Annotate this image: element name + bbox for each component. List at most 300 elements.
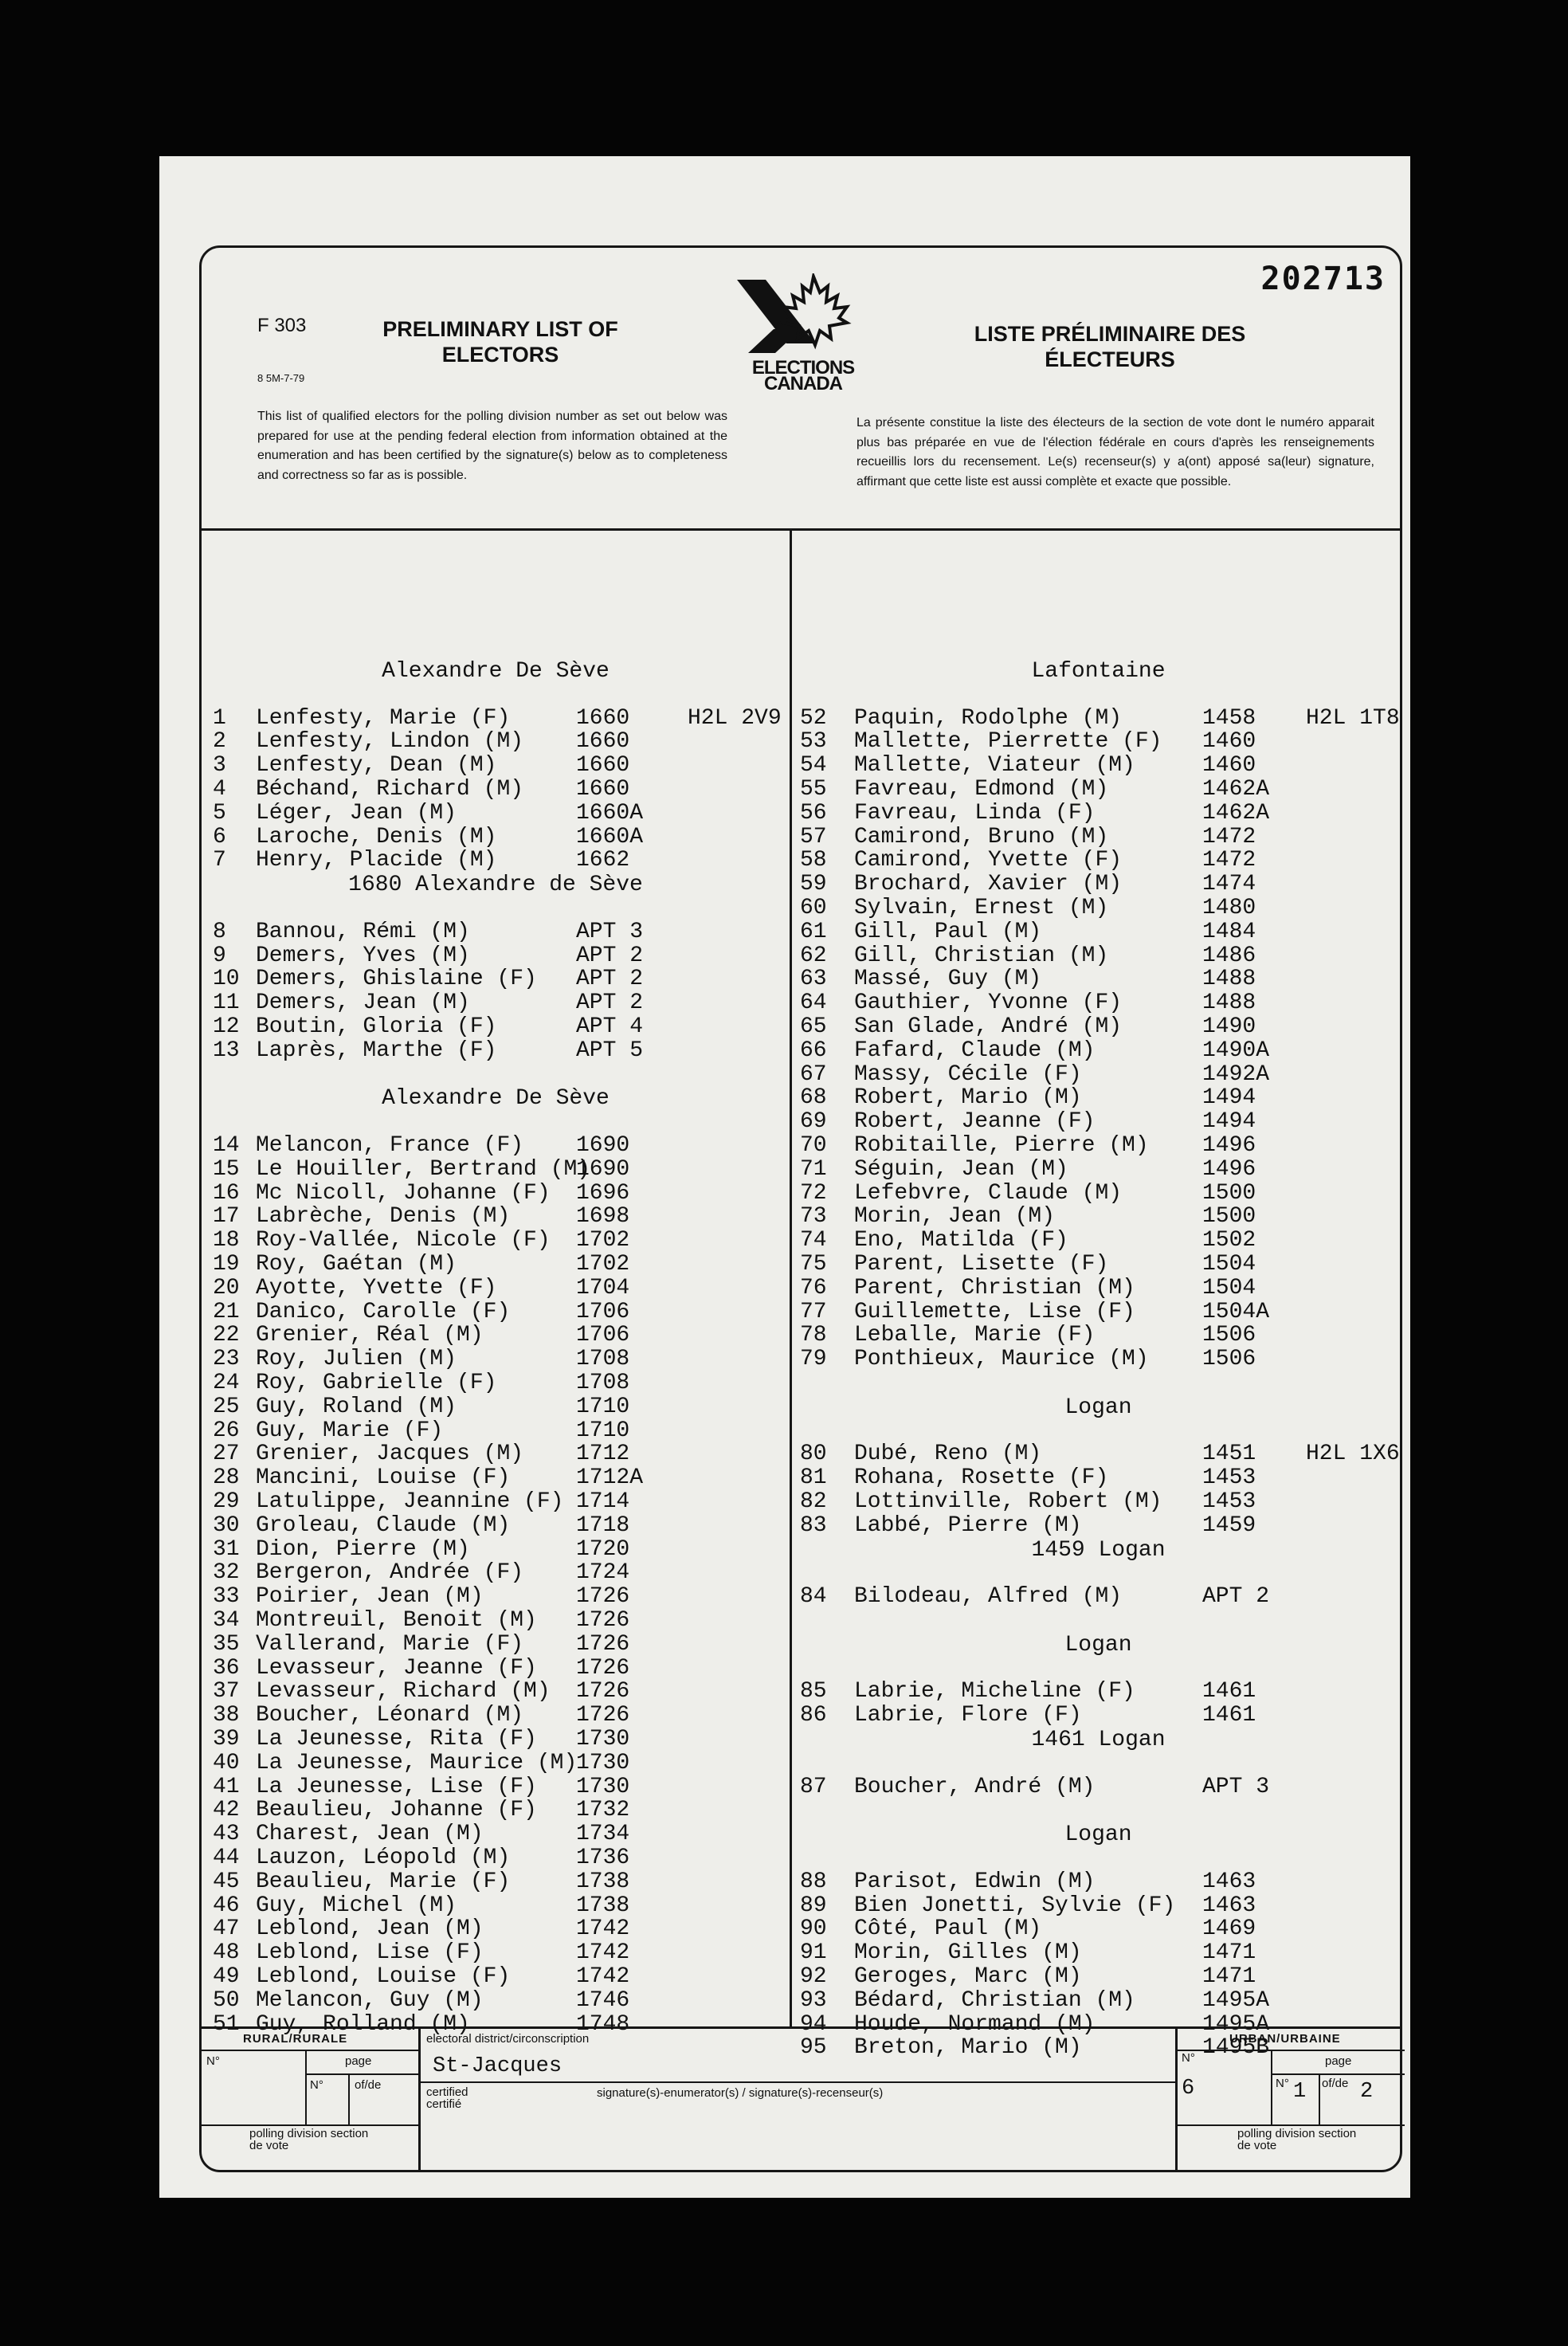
elector-name: Lauzon, Léopold (M): [256, 1846, 511, 1870]
elector-address: 1504: [1202, 1275, 1256, 1300]
elector-name: Poirier, Jean (M): [256, 1584, 484, 1610]
elector-address: 1492A: [1202, 1061, 1270, 1087]
elector-number: 28: [213, 1465, 240, 1491]
elector-number: 4: [213, 777, 226, 802]
elector-address: 1463: [1202, 1893, 1256, 1918]
elector-address: 1502: [1202, 1228, 1256, 1253]
elector-address: 1708: [576, 1371, 630, 1395]
elector-address: 1738: [576, 1869, 630, 1894]
street-heading: Alexandre De Sève: [382, 1086, 610, 1112]
elector-address: 1500: [1202, 1180, 1256, 1206]
elector-row: [202, 1015, 790, 1039]
form-footer: [202, 2026, 1400, 2170]
elector-address: 1662: [576, 848, 630, 873]
elector-row: [202, 1039, 790, 1063]
elector-number: 94: [800, 2011, 827, 2037]
elector-name: Latulippe, Jeannine (F): [256, 1489, 564, 1514]
street-heading: 1461 Logan: [1031, 1728, 1166, 1752]
elector-address: 1702: [576, 1228, 630, 1253]
elector-address: 1742: [576, 1964, 630, 1989]
elector-address: 1488: [1202, 991, 1256, 1016]
elector-address: APT 2: [576, 991, 644, 1016]
elector-row: [202, 1870, 790, 1894]
elector-number: 53: [800, 729, 827, 755]
elector-row: [202, 730, 790, 754]
elector-name: Mallette, Pierrette (F): [854, 729, 1162, 755]
elector-address: 1730: [576, 1727, 630, 1752]
elector-name: Ayotte, Yvette (F): [256, 1275, 497, 1300]
elector-name: Gauthier, Yvonne (F): [854, 991, 1123, 1016]
elector-row: [202, 1229, 790, 1253]
elector-number: 47: [213, 1916, 240, 1942]
district-label: electoral district/circonscription: [426, 2032, 590, 2046]
elector-number: 68: [800, 1085, 827, 1111]
elector-name: Roy, Gabrielle (F): [256, 1371, 497, 1395]
elector-address: 1451: [1202, 1442, 1256, 1467]
intro-text-english: This list of qualified electors for the polling division number as set out below was prepared for use at the pending federal election from information obtained at the enumeration and has been certified by the signature(s) below as to completeness and correctness so far as is possible.: [257, 410, 727, 482]
elector-number: 85: [800, 1679, 827, 1705]
elector-row: [792, 1324, 1405, 1348]
elector-row: [202, 920, 790, 944]
certified-label: certified certifié: [426, 2085, 468, 2111]
document-sheet: [159, 156, 1410, 2198]
elector-name: Lenfesty, Dean (M): [256, 753, 497, 779]
elector-number: 33: [213, 1584, 240, 1610]
elector-address: 1495A: [1202, 1987, 1270, 2013]
street-heading: Logan: [1064, 1822, 1132, 1848]
elector-row: [792, 730, 1405, 754]
elector-row: [202, 1917, 790, 1941]
elector-row: [792, 967, 1405, 991]
rural-no-label: N°: [206, 2054, 220, 2068]
elector-number: 6: [213, 824, 226, 849]
elector-address: 1732: [576, 1798, 630, 1823]
elector-number: 7: [213, 848, 226, 873]
elector-name: Lenfesty, Marie (F): [256, 705, 511, 731]
elector-name: Guillemette, Lise (F): [854, 1299, 1135, 1324]
elector-row: [202, 1371, 790, 1395]
elector-row: [202, 1442, 790, 1466]
elector-name: Guy, Michel (M): [256, 1893, 457, 1918]
elector-name: Leblond, Jean (M): [256, 1916, 484, 1942]
elector-number: 79: [800, 1347, 827, 1372]
elector-number: 69: [800, 1109, 827, 1135]
elector-row: [202, 967, 790, 991]
elector-number: 80: [800, 1442, 827, 1467]
elector-number: 82: [800, 1489, 827, 1514]
elector-number: 72: [800, 1180, 827, 1206]
elector-row: [792, 1015, 1405, 1039]
urban-of-label: of/de: [1322, 2077, 1349, 2090]
elector-name: Danico, Carolle (F): [256, 1299, 511, 1324]
elector-number: 40: [213, 1750, 240, 1775]
elector-name: Charest, Jean (M): [256, 1822, 484, 1847]
elector-name: Favreau, Linda (F): [854, 800, 1096, 826]
form-code: F 303: [257, 315, 307, 336]
elector-number: 93: [800, 1987, 827, 2013]
elector-name: Morin, Jean (M): [854, 1204, 1056, 1230]
elector-number: 86: [800, 1703, 827, 1728]
elector-name: Ponthieux, Maurice (M): [854, 1347, 1149, 1372]
elector-name: Levasseur, Richard (M): [256, 1679, 551, 1705]
elector-address: 1506: [1202, 1323, 1256, 1348]
elector-name: Grenier, Réal (M): [256, 1323, 484, 1348]
postal-code: H2L 2V9: [688, 705, 782, 731]
elector-name: Gill, Paul (M): [854, 919, 1042, 944]
elector-row: [202, 1585, 790, 1609]
elector-row: [792, 1466, 1405, 1490]
elector-number: 39: [213, 1727, 240, 1752]
elector-number: 95: [800, 2035, 827, 2061]
elector-address: 1660A: [576, 800, 644, 826]
elector-row: [792, 1941, 1405, 1965]
elector-row: [792, 920, 1405, 944]
elector-address: APT 2: [1202, 1584, 1270, 1610]
elector-address: 1504: [1202, 1252, 1256, 1277]
elector-address: 1494: [1202, 1085, 1256, 1111]
rural-page-no-label: N°: [310, 2078, 323, 2092]
elector-address: 1704: [576, 1275, 630, 1300]
elector-number: 16: [213, 1180, 240, 1206]
elector-name: Favreau, Edmond (M): [854, 777, 1109, 802]
elector-name: Dubé, Reno (M): [854, 1442, 1042, 1467]
elector-address: 1496: [1202, 1133, 1256, 1158]
elector-name: Béchand, Richard (M): [256, 777, 524, 802]
elector-number: 3: [213, 753, 226, 779]
elector-address: 1696: [576, 1180, 630, 1206]
elector-name: Roy, Gaétan (M): [256, 1252, 457, 1277]
elector-name: Massé, Guy (M): [854, 967, 1042, 992]
intro-text-french: La présente constitue la liste des électeurs de la section de vote dont le numéro apparait plus bas préparée en vue de l'élection fédérale en cours d'après les renseignements recueillis lors du recensement. Le(s) recenseur(s) y a(ont) apposé sa(leur) signature, affirmant que cette liste est aussi complète et exacte que possible.: [857, 416, 1374, 488]
elector-row: [202, 991, 790, 1015]
elector-name: Boutin, Gloria (F): [256, 1014, 497, 1039]
elector-address: 1474: [1202, 872, 1256, 897]
elector-row: [792, 1277, 1405, 1300]
elector-name: Grenier, Jacques (M): [256, 1442, 524, 1467]
elector-name: Boucher, André (M): [854, 1774, 1096, 1799]
elector-address: 1726: [576, 1631, 630, 1657]
elector-name: Parisot, Edwin (M): [854, 1869, 1096, 1894]
elector-number: 84: [800, 1584, 827, 1610]
elector-row: [202, 1300, 790, 1324]
elector-row: [202, 707, 790, 731]
elector-number: 66: [800, 1038, 827, 1063]
elector-row: [202, 1704, 790, 1728]
elector-address: 1702: [576, 1252, 630, 1277]
elector-row: [792, 991, 1405, 1015]
elector-number: 29: [213, 1489, 240, 1514]
elector-number: 10: [213, 967, 240, 992]
elector-row: [792, 1775, 1405, 1799]
elector-number: 78: [800, 1323, 827, 1348]
elector-address: 1495A: [1202, 2011, 1270, 2037]
elector-address: 1726: [576, 1584, 630, 1610]
urban-polling-division-label: polling division section de vote: [1237, 2127, 1357, 2152]
elector-name: Demers, Jean (M): [256, 991, 470, 1016]
elector-number: 23: [213, 1347, 240, 1372]
elector-row: [202, 1728, 790, 1752]
elector-row: [792, 1514, 1405, 1538]
elector-number: 1: [213, 705, 226, 731]
elector-number: 36: [213, 1655, 240, 1681]
elector-row: [792, 849, 1405, 873]
elector-row: [792, 1063, 1405, 1087]
elector-name: Vallerand, Marie (F): [256, 1631, 524, 1657]
elector-row: [202, 1941, 790, 1965]
elector-address: 1706: [576, 1299, 630, 1324]
elector-row: [202, 1514, 790, 1538]
postal-code: H2L 1T8: [1306, 705, 1400, 731]
elector-address: 1748: [576, 2011, 630, 2037]
urban-no-label: N°: [1182, 2051, 1195, 2065]
elector-name: Bilodeau, Alfred (M): [854, 1584, 1123, 1610]
elector-number: 73: [800, 1204, 827, 1230]
elector-address: 1730: [576, 1750, 630, 1775]
elector-address: 1461: [1202, 1679, 1256, 1705]
elector-name: Bien Jonetti, Sylvie (F): [854, 1893, 1176, 1918]
elector-address: 1496: [1202, 1156, 1256, 1182]
elector-address: 1488: [1202, 967, 1256, 992]
elector-address: 1712A: [576, 1465, 644, 1491]
elector-number: 64: [800, 991, 827, 1016]
elector-row: [202, 1205, 790, 1229]
urban-of-value: 2: [1360, 2080, 1374, 2104]
elector-address: 1460: [1202, 729, 1256, 755]
elector-row: [792, 1300, 1405, 1324]
elector-number: 62: [800, 943, 827, 968]
elector-number: 48: [213, 1940, 240, 1966]
elector-address: 1459: [1202, 1512, 1256, 1538]
elector-address: 1710: [576, 1418, 630, 1443]
elector-address: 1495B: [1202, 2035, 1270, 2061]
elector-row: [202, 1395, 790, 1419]
district-value: St-Jacques: [433, 2054, 563, 2078]
elector-name: Robert, Jeanne (F): [854, 1109, 1096, 1135]
rural-of-label: of/de: [355, 2078, 382, 2092]
elector-name: San Glade, André (M): [854, 1014, 1123, 1039]
elector-number: 60: [800, 896, 827, 920]
elector-name: Robert, Mario (M): [854, 1085, 1082, 1111]
elector-address: 1486: [1202, 943, 1256, 968]
elector-row: [202, 1680, 790, 1704]
elector-name: Labrie, Flore (F): [854, 1703, 1082, 1728]
elector-row: [202, 1419, 790, 1443]
elector-row: [202, 1277, 790, 1300]
elector-address: 1660: [576, 705, 630, 731]
elector-address: 1660A: [576, 824, 644, 849]
elector-number: 17: [213, 1204, 240, 1230]
elector-address: 1490: [1202, 1014, 1256, 1039]
elector-name: Levasseur, Jeanne (F): [256, 1655, 537, 1681]
elector-address: 1453: [1202, 1465, 1256, 1491]
elector-row: [792, 1182, 1405, 1206]
elector-number: 67: [800, 1061, 827, 1087]
elector-address: 1472: [1202, 848, 1256, 873]
elector-row: [202, 826, 790, 849]
elector-address: APT 2: [576, 967, 644, 992]
elector-number: 74: [800, 1228, 827, 1253]
elector-number: 12: [213, 1014, 240, 1039]
elector-address: 1724: [576, 1560, 630, 1586]
elector-number: 77: [800, 1299, 827, 1324]
elector-row: [202, 1657, 790, 1681]
elector-name: Leblond, Louise (F): [256, 1964, 511, 1989]
elector-address: 1726: [576, 1608, 630, 1633]
elector-address: 1726: [576, 1703, 630, 1728]
elector-address: 1710: [576, 1394, 630, 1419]
elector-row: [202, 944, 790, 968]
elector-address: 1714: [576, 1489, 630, 1514]
elector-number: 35: [213, 1631, 240, 1657]
elector-number: 34: [213, 1608, 240, 1633]
elector-number: 24: [213, 1371, 240, 1395]
elector-number: 21: [213, 1299, 240, 1324]
elector-row: [202, 1538, 790, 1562]
elector-address: 1462A: [1202, 777, 1270, 802]
elector-row: [792, 1253, 1405, 1277]
elector-number: 89: [800, 1893, 827, 1918]
elector-row: [792, 1680, 1405, 1704]
elector-address: 1660: [576, 777, 630, 802]
elector-name: Lottinville, Robert (M): [854, 1489, 1162, 1514]
elector-name: Camirond, Yvette (F): [854, 848, 1123, 873]
rural-page-label: page: [345, 2054, 372, 2068]
elector-row: [202, 1134, 790, 1158]
elector-row: [202, 1989, 790, 2013]
elector-row: [792, 802, 1405, 826]
urban-label: URBAN/URBAINE: [1229, 2032, 1341, 2046]
elector-address: 1460: [1202, 753, 1256, 779]
elector-row: [792, 1205, 1405, 1229]
elector-address: 1660: [576, 729, 630, 755]
elector-number: 46: [213, 1893, 240, 1918]
elector-name: Demers, Yves (M): [256, 943, 470, 968]
elector-name: Demers, Ghislaine (F): [256, 967, 537, 992]
elector-address: 1461: [1202, 1703, 1256, 1728]
urban-no-value: 6: [1182, 2077, 1195, 2101]
elector-name: Labbé, Pierre (M): [854, 1512, 1082, 1538]
elector-row: [792, 1870, 1405, 1894]
elector-row: [792, 1989, 1405, 2013]
elections-canada-logo: [727, 273, 879, 393]
elector-address: 1500: [1202, 1204, 1256, 1230]
elector-address: 1453: [1202, 1489, 1256, 1514]
elector-address: 1734: [576, 1822, 630, 1847]
elector-row: [792, 1110, 1405, 1134]
elector-row: [202, 1752, 790, 1775]
elector-row: [792, 1229, 1405, 1253]
elector-row: [792, 1965, 1405, 1989]
elector-number: 65: [800, 1014, 827, 1039]
elector-address: 1471: [1202, 1964, 1256, 1989]
elector-number: 44: [213, 1846, 240, 1870]
elector-number: 70: [800, 1133, 827, 1158]
elector-number: 25: [213, 1394, 240, 1419]
elector-name: Labrèche, Denis (M): [256, 1204, 511, 1230]
elector-name: Breton, Mario (M): [854, 2035, 1082, 2061]
title-french: LISTE PRÉLIMINAIRE DES ÉLECTEURS: [974, 322, 1246, 371]
elector-name: Montreuil, Benoit (M): [256, 1608, 537, 1633]
elector-name: Melancon, Guy (M): [256, 1987, 484, 2013]
elector-address: APT 3: [576, 919, 644, 944]
elector-address: 1730: [576, 1774, 630, 1799]
elector-name: Fafard, Claude (M): [854, 1038, 1096, 1063]
elector-row: [792, 1894, 1405, 1918]
elector-address: 1490A: [1202, 1038, 1270, 1063]
serial-number: 202713: [1260, 261, 1386, 297]
elector-number: 45: [213, 1869, 240, 1894]
elector-name: Lenfesty, Lindon (M): [256, 729, 524, 755]
elector-row: [202, 1561, 790, 1585]
elector-address: 1698: [576, 1204, 630, 1230]
urban-page-no-label: N°: [1276, 2077, 1289, 2090]
elector-number: 50: [213, 1987, 240, 2013]
elector-row: [202, 1775, 790, 1799]
elector-name: Bergeron, Andrée (F): [256, 1560, 524, 1586]
elector-name: Roy-Vallée, Nicole (F): [256, 1228, 551, 1253]
elector-name: La Jeunesse, Lise (F): [256, 1774, 537, 1799]
elector-address: 1471: [1202, 1940, 1256, 1966]
elector-name: Laroche, Denis (M): [256, 824, 497, 849]
elector-address: 1706: [576, 1323, 630, 1348]
elector-number: 90: [800, 1916, 827, 1942]
elector-address: 1469: [1202, 1916, 1256, 1942]
elector-name: Parent, Christian (M): [854, 1275, 1135, 1300]
elector-row: [792, 1134, 1405, 1158]
elector-number: 32: [213, 1560, 240, 1586]
elector-number: 41: [213, 1774, 240, 1799]
elector-row: [202, 1609, 790, 1633]
elector-row: [792, 873, 1405, 896]
street-heading: 1459 Logan: [1031, 1537, 1166, 1563]
elector-number: 27: [213, 1442, 240, 1467]
title-english: PRELIMINARY LIST OF ELECTORS: [382, 317, 618, 367]
elector-row: [202, 1846, 790, 1870]
elector-number: 26: [213, 1418, 240, 1443]
elector-address: 1720: [576, 1536, 630, 1562]
elector-address: 1708: [576, 1347, 630, 1372]
elector-address: 1480: [1202, 896, 1256, 920]
elector-row: [202, 1348, 790, 1371]
elector-name: Geroges, Marc (M): [854, 1964, 1082, 1989]
elector-number: 57: [800, 824, 827, 849]
elector-name: Mallette, Viateur (M): [854, 753, 1135, 779]
elector-name: Beaulieu, Johanne (F): [256, 1798, 537, 1823]
elector-number: 88: [800, 1869, 827, 1894]
elector-address: 1746: [576, 1987, 630, 2013]
elector-row: [792, 1442, 1405, 1466]
elector-address: 1472: [1202, 824, 1256, 849]
elector-address: 1718: [576, 1512, 630, 1538]
elector-number: 8: [213, 919, 226, 944]
elector-name: Sylvain, Ernest (M): [854, 896, 1109, 920]
elector-name: Guy, Rolland (M): [256, 2011, 470, 2037]
elector-name: Boucher, Léonard (M): [256, 1703, 524, 1728]
elector-number: 54: [800, 753, 827, 779]
street-heading: 1680 Alexandre de Sève: [348, 873, 643, 898]
elector-address: 1484: [1202, 919, 1256, 944]
elector-number: 31: [213, 1536, 240, 1562]
elector-name: Laprès, Marthe (F): [256, 1038, 497, 1063]
elector-name: Henry, Placide (M): [256, 848, 497, 873]
elector-name: Leballe, Marie (F): [854, 1323, 1096, 1348]
elector-name: Houde, Normand (M): [854, 2011, 1096, 2037]
elector-number: 52: [800, 705, 827, 731]
elector-number: 18: [213, 1228, 240, 1253]
elector-number: 38: [213, 1703, 240, 1728]
elector-address: APT 2: [576, 943, 644, 968]
elector-row: [792, 1917, 1405, 1941]
